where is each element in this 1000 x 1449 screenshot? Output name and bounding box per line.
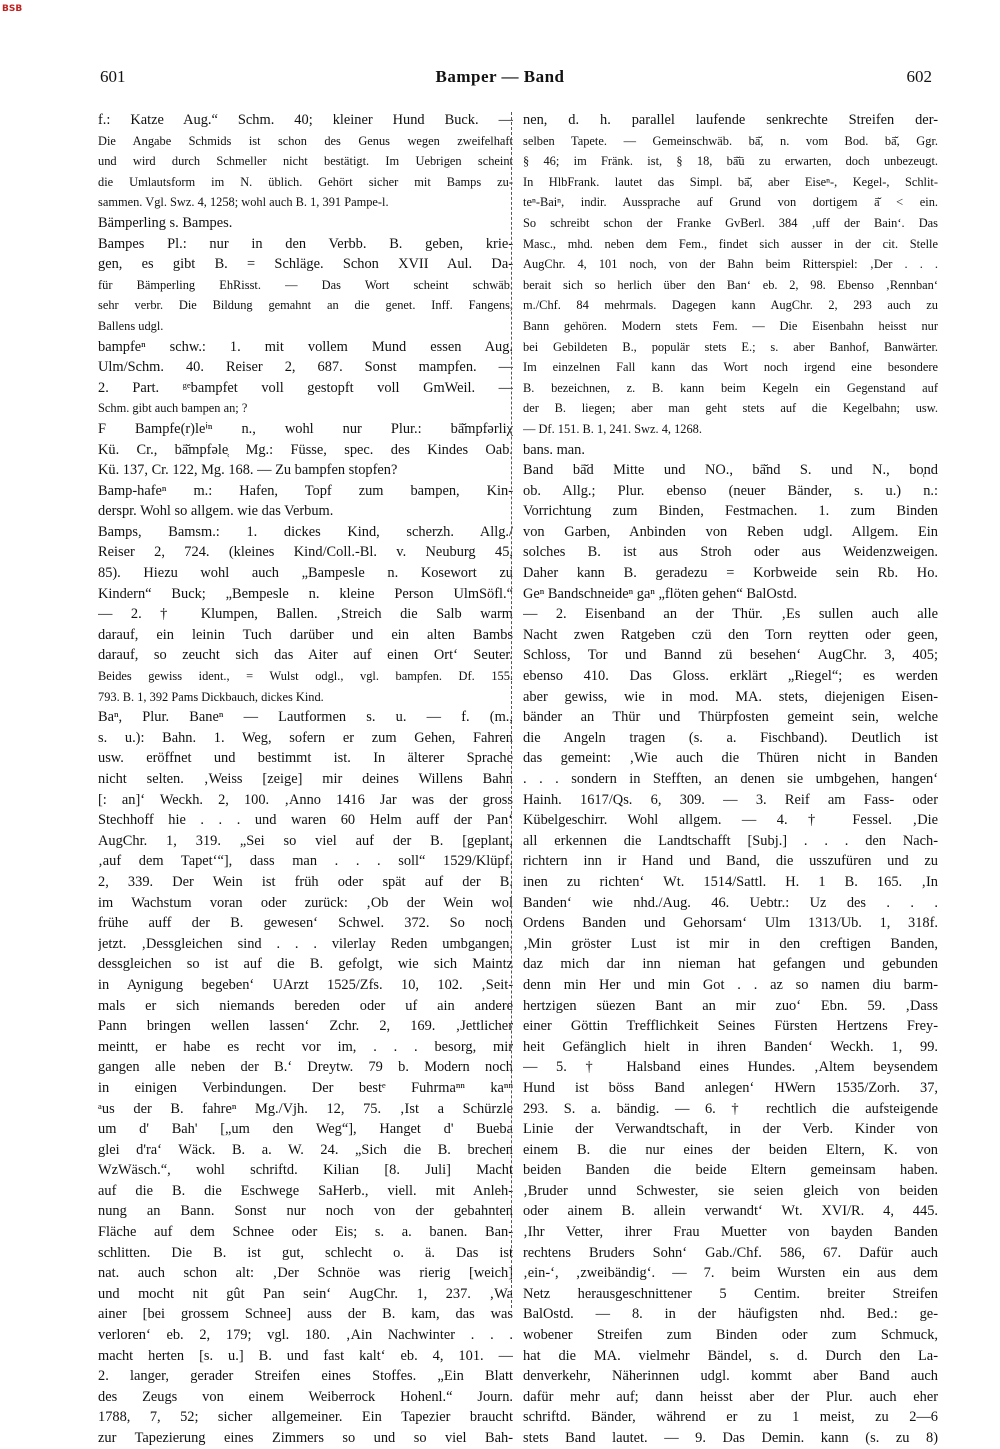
text-line: auf die B. die Eschwege SaHerb., viell. mit Anleh-: [98, 1182, 513, 1199]
text-line: Geⁿ Bandschneideⁿ gaⁿ „flöten gehen“ BalOstd.: [523, 585, 798, 602]
text-line: um d' Bah' [„um den Weg“], Hanget d' Bueba: [98, 1121, 513, 1138]
text-line: ebenso 410. Das Gloss. erklärt „Riegel“; es werden: [523, 668, 938, 685]
text-line: 85). Hiezu wohl auch „Bampesle n. Kosewort zu: [98, 565, 513, 582]
text-line: und wird durch Schmeller nicht bestätigt. Im Uebrigen scheint: [98, 154, 513, 169]
text-line: mals er sich niemands bereden oder uf ain andere: [98, 997, 513, 1014]
text-line: all erkennen die Landtschafft [Subj.] . . . den Nach-: [523, 832, 938, 849]
text-line: inen zu richten‘ Wt. 1514/Sattl. H. 1 B. 165. ‚In: [523, 873, 938, 890]
text-line: In HlbFrank. lautet das Simpl. bā̆, aber Eiseⁿ-, Kegel-, Schlit-: [523, 174, 938, 189]
text-line: — Df. 151. B. 1, 241. Swz. 4, 1268.: [523, 421, 702, 436]
text-line: 2. Part. ᵍᵉbampfet voll gestopft voll GmWeil. —: [98, 379, 513, 396]
text-line: Hainh. 1617/Qs. 6, 309. — 3. Reif am Fass- oder: [523, 791, 938, 808]
text-line: im Wachstum voran oder zurück: ‚Ob der Wein wol: [98, 894, 513, 911]
text-line: Ballens udgl.: [98, 318, 164, 333]
text-line: richtern inn ir Hand und Band, die usszufüren und zu: [523, 853, 938, 870]
text-line: einem B. die nur eines der beiden Eltern, K. von: [523, 1141, 938, 1158]
text-line: sammen. Vgl. Swz. 4, 1258; wohl auch B. 1, 391 Pampe-l.: [98, 195, 389, 210]
watermark-label: BSB: [2, 4, 23, 14]
text-line: darauf, so zeucht sich das Aiter auf einen Ort‘ Seuter.: [98, 647, 513, 664]
text-line: [: an]‘ Weckh. 2, 100. ‚Anno 1416 Jar was der gross: [98, 791, 513, 808]
text-line: meintt, er habe es recht vor im, . . . besorg, mir: [98, 1038, 513, 1055]
text-line: das gemeint: ‚Wie auch die Thüren nicht in Banden: [523, 750, 938, 767]
text-line: 1788, 7, 52; sicher allgemeiner. Ein Tapezier braucht: [98, 1409, 513, 1426]
left-column: [98, 110, 513, 1449]
text-line: Die Angabe Schmids ist schon des Genus wegen zweifelhaft: [98, 133, 513, 148]
text-line: Ulm/Schm. 40. Reiser 2, 687. Sonst mampfen. —: [98, 359, 513, 376]
text-line: aber gewiss, wie in mod. MA. stets, diejenigen Eisen-: [523, 688, 938, 705]
text-line: Masc., mhd. neben dem Fem., findet sich ausser in der cit. Stelle: [523, 236, 938, 251]
text-line: § 46; im Fränk. ist, § 18, bā̆ū zu erwarten, doch unbezeugt.: [523, 154, 938, 169]
text-line: Kübelgeschirr. Wohl allgem. — 4. † Fessel. ‚Die: [523, 812, 938, 829]
text-line: bei Gebildeten B., populär stets E.; s. aber Banhof, Banwärter.: [523, 339, 938, 354]
text-line: hertzigen süezen Bant an mir zuo‘ Ebn. 59. ‚Dass: [523, 997, 938, 1014]
text-line: die Umlautsform im N. üblich. Gehört sicher mit Bamps zu-: [98, 174, 513, 189]
text-line: Banden‘ wie nhd./Aug. 46. Uebtr.: Uz des . . .: [523, 894, 938, 911]
text-line: bampfeⁿ schw.: 1. mit vollem Mund essen Aug.: [98, 338, 513, 355]
text-line: ‚auf dem Tapet‘“], dass man . . . soll“ 1529/Klüpf.: [98, 853, 513, 870]
text-line: und mocht nit gût Pan sein‘ AugChr. 1, 237. ‚Wa: [98, 1285, 513, 1302]
page-number-right: 602: [906, 67, 932, 86]
text-line: heit Gefänglich hielt in ihren Banden‘ Weckh. 1, 99.: [523, 1038, 938, 1055]
text-line: schlitten. Die B. ist gut, schlecht o. ä. Das ist: [98, 1244, 513, 1261]
text-line: 2, 339. Der Wein ist früh oder spät auf der B.: [98, 873, 513, 890]
text-line: Schm. gibt auch bampen an; ?: [98, 401, 248, 416]
text-line: B. bezeichnen, z. B. kann beim Kegeln ein Gegenstand auf: [523, 380, 938, 395]
text-line: Im einzelnen Fall kann das Wort noch irgend eine besondere: [523, 360, 938, 375]
text-line: verloren‘ eb. 2, 179; vgl. 180. ‚Ain Nachwinter . . .: [98, 1327, 513, 1344]
text-line: ᵃus der B. fahreⁿ Mg./Vjh. 12, 75. ‚Ist a Schürzle: [98, 1100, 513, 1117]
text-line: bänder an Thür und Thürpfosten gemeint sein, welche: [523, 709, 938, 726]
text-line: Kü. Cr., bā̆mpfəle̜ Mg.: Füsse, spec. des Kindes Oab.: [98, 441, 513, 458]
text-line: f.: Katze Aug.“ Schm. 40; kleiner Hund Buck. —: [98, 112, 513, 128]
text-line: s. u.): Bahn. 1. Weg, sofern er zum Gehen, Fahren: [98, 729, 513, 746]
text-line: Daher kann B. geradezu = Korbweide sein Rb. Ho.: [523, 565, 938, 582]
text-line: ‚Min gröster Lust ist mir in den creftigen Banden,: [523, 935, 938, 952]
text-line: Bann gehören. Modern stets Fem. — Die Eisenbahn heisst nur: [523, 318, 938, 333]
text-line: So schreibt schon der Franke GvBerl. 384 ‚uff der Bain‘. Das: [523, 215, 938, 230]
text-line: 2. langer, gerader Streifen eines Stoffes. „Ein Blatt: [98, 1368, 513, 1385]
text-line: Beides gewiss ident., = Wulst odgl., vgl. bampfen. Df. 155.: [98, 669, 513, 684]
running-title: Bamper — Band: [435, 67, 565, 86]
text-line: solches B. ist aus Stroh oder aus Weidenzweigen.: [523, 544, 938, 561]
text-line: nicht selten. ‚Weiss [zeige] mir deines Willens Bahn: [98, 771, 513, 787]
text-line: F Bampfe(r)leⁱⁿ n., wohl nur Plur.: bā̆mpfərliχ: [98, 420, 513, 437]
text-line: jetzt. ‚Dessgleichen sind . . . vilerlay Reden umbgangen,: [98, 935, 513, 952]
text-line: die Angeln tragen (s. a. Fischband). Deutlich ist: [523, 729, 938, 746]
text-line: ainer [bei grossem Schnee] auss der B. kam, das was: [98, 1306, 513, 1323]
text-line: Hund ist böss Band anlegen‘ HWern 1535/Zorh. 37,: [523, 1079, 938, 1096]
text-line: zur Tapezierung eines Zimmers so und so viel Bah-: [98, 1430, 513, 1446]
text-line: daz mich dar inn nieman hat gefangen und gebunden: [523, 956, 938, 973]
text-line: Fläche auf dem Schnee oder Eis; s. a. banen. Ban-: [98, 1224, 513, 1241]
text-line: frühe auff der B. gewesen‘ Schwel. 372. So noch: [98, 915, 513, 932]
text-line: Band bā̆d Mitte und NO., bā̆nd S. und N., bo̜nd: [523, 462, 938, 479]
text-line: Kü. 137, Cr. 122, Mg. 168. — Zu bampfen stopfen?: [98, 462, 398, 479]
text-line: denverkehr, Näherinnen udgl. kommt aber Band auch: [523, 1368, 938, 1385]
text-line: AugChr. 1, 319. „Sei so viel auf der B. [geplant,: [98, 832, 513, 849]
text-line: stets Band lautet. — 9. Das Demin. kann (s. zu 8): [523, 1430, 938, 1446]
text-line: 793. B. 1, 392 Pams Dickbauch, dickes Kind.: [98, 689, 324, 704]
text-line: Stechhoff hie . . . und waren 60 Helm auff der Pan‘: [98, 812, 513, 829]
text-line: WzWäsch.“, wohl schriftd. Kilian [8. Juli] Macht: [98, 1162, 513, 1179]
text-line: nat. auch schon alt: ‚Der Schnöe was rierig [weich]: [98, 1265, 513, 1282]
text-line: — 2. Eisenband an der Thür. ‚Es sullen auch alle: [523, 606, 938, 623]
text-line: macht herten [s. u.] B. und fast kalt‘ eb. 4, 101. —: [98, 1347, 513, 1364]
text-line: beiden Banden die beide Eltern gemeinsam haben.: [523, 1162, 938, 1179]
text-line: BalOstd. — 8. in der häufigsten nhd. Bed.: ge-: [523, 1306, 938, 1323]
text-line: oder ainem B. allein verwandt‘ Wt. XVI/R. 4, 445.: [523, 1203, 938, 1220]
text-line: Baⁿ, Plur. Baneⁿ — Lautformen s. u. — f. (m.,: [98, 709, 513, 726]
text-line: Ordens Banden und Gehorsam‘ Ulm 1313/Ub. 1, 318f.: [523, 915, 938, 932]
text-line: m./Chf. 84 mehrmals. Dagegen kann AugChr. 2, 293 auch zu: [523, 298, 938, 313]
text-line: der B. liegen; aber man geht stets auf die Kegelbahn; usw.: [523, 401, 938, 416]
text-line: darauf, ein leinin Tuch darüber und ein alten Bambs: [98, 626, 513, 643]
text-line: Bämperling s. Bampes.: [98, 214, 233, 231]
text-line: Bamps, Bamsm.: 1. dickes Kind, scherzh. Allg./: [98, 523, 513, 540]
text-line: von Garben, Anbinden von Reben udgl. Allgem. Ein: [523, 523, 938, 540]
text-line: wobener Streifen zum Binden oder zum Schmuck,: [523, 1327, 938, 1344]
text-line: Bampes Pl.: nur in den Verbb. B. geben, krie-: [98, 235, 513, 252]
text-line: für Bämperling EhRisst. — Das Wort scheint schwäb.: [98, 277, 513, 292]
text-line: ob. Allg.; Plur. ebenso (neuer Bänder, s. u.) n.:: [523, 482, 938, 499]
text-line: Kindern“ Buck; „Bempesle n. kleine Person UlmSöfl.“: [98, 585, 513, 602]
text-line: nung an Bann. Sonst nur noch von der gebahnten: [98, 1203, 513, 1220]
text-line: hat die MA. vielmehr Bändel, s. d. Durch den La-: [523, 1347, 938, 1364]
text-line: in einigen Verbindungen. Der bestᵉ Fuhrmaⁿⁿ kaⁿⁿ: [98, 1079, 513, 1096]
text-line: gen, es gibt B. = Schläge. Schon XVII Aul. Da-: [98, 256, 513, 273]
text-line: Linie der Verwandtschaft, in der Verb. Kinder von: [523, 1121, 938, 1138]
text-line: Netz herausgeschnittener 5 Centim. breiter Streifen: [523, 1285, 938, 1302]
text-line: ‚ein-‘, ‚zweibändig‘. — 7. beim Wursten ein aus dem: [523, 1265, 938, 1282]
text-line: dessgleichen so ist auf die B. gefolgt, wie sich Maintz: [98, 956, 513, 973]
text-line: gangen alle neben der B.‘ Dreytw. 79 b. Modern noch: [98, 1059, 513, 1076]
text-line: Reiser 2, 724. (kleines Kind/Coll.-Bl. v. Neuburg 45,: [98, 544, 513, 561]
text-line: derspr. Wohl so allgem. wie das Verbum.: [98, 503, 334, 520]
text-line: glei d'ra‘ Wäck. B. a. W. 24. „Sich die B. brechen: [98, 1141, 513, 1158]
text-line: . . . sondern in Stefften, an denen sie umbgehen, hangen‘: [523, 771, 938, 787]
text-line: dafür mehr auf; dann heisst aber der Plur. auch eher: [523, 1388, 938, 1405]
text-line: denn min Her und min Got . . az so namen diu barm-: [523, 976, 938, 993]
text-line: usw. eröffnet und bestimmt ist. In älterer Sprache: [98, 750, 513, 767]
column-divider: [511, 112, 512, 1308]
page-number-left: 601: [100, 67, 126, 86]
text-line: — 5. † Halsband eines Hundes. ‚Altem beysendem: [523, 1059, 938, 1076]
text-line: rechtens Bruders Sohn‘ Gab./Chf. 586, 67. Dafür auch: [523, 1244, 938, 1261]
right-column: [523, 110, 938, 1449]
text-line: ‚Bruder unnd Schwester, sie seien gleich von beiden: [523, 1182, 938, 1199]
text-line: Schloss, Tor und Bannd zü besehen‘ AugChr. 3, 405;: [523, 647, 938, 664]
text-line: AugChr. 4, 101 noch, von der Bahn beim Ritterspiel: ‚Der . . .: [523, 257, 938, 272]
text-line: nen, d. h. parallel laufende senkrechte Streifen der-: [523, 112, 938, 128]
text-line: einer Göttin Trefflichkeit Seines Fürsten Hertzens Frey-: [523, 1018, 938, 1035]
text-line: Nacht zwen Ratgeben czü den Torn reytten oder geen,: [523, 626, 938, 643]
text-line: selben Tapete. — Gemeinschwäb. bā̆, n. vom Bod. bā̆, Ggr.: [523, 133, 938, 148]
text-line: teⁿ-Baiⁿ, indir. Aussprache auf Grund von dortigem ā̆ < ein.: [523, 195, 938, 210]
text-line: 293. S. a. bändig. — 6. † rechtlich die aufsteigende: [523, 1100, 938, 1117]
text-line: in Aynigung begeben‘ UArzt 1525/Zfs. 10, 102. ‚Seit-: [98, 976, 513, 993]
text-line: Bamp-hafeⁿ m.: Hafen, Topf zum bampen, Kin-: [98, 482, 513, 499]
text-line: sehr verbr. Die Bildung gemahnt an die genet. Inff. Fangens,: [98, 298, 513, 313]
text-line: Pann bringen wellen lassen‘ Zchr. 2, 169. ‚Jettlicher: [98, 1018, 513, 1035]
text-line: — 2. † Klumpen, Ballen. ‚Streich die Salb warm: [98, 606, 513, 623]
text-line: Vorrichtung zum Binden, Festmachen. 1. zum Binden: [523, 503, 938, 520]
text-line: des Zeugs von einem Weiberrock Hohenl.“ Journ.: [98, 1388, 513, 1405]
text-line: schriftd. Bänder, während er zu 1 meist, zu 2—6: [523, 1409, 938, 1426]
text-line: berait sich so herlich über den Ban‘ eb. 2, 98. Ebenso ‚Rennban‘: [523, 277, 938, 292]
text-line: bans. man.: [523, 441, 585, 458]
text-line: ‚Ihr Vetter, ihrer Frau Muetter von bayden Banden: [523, 1224, 938, 1241]
